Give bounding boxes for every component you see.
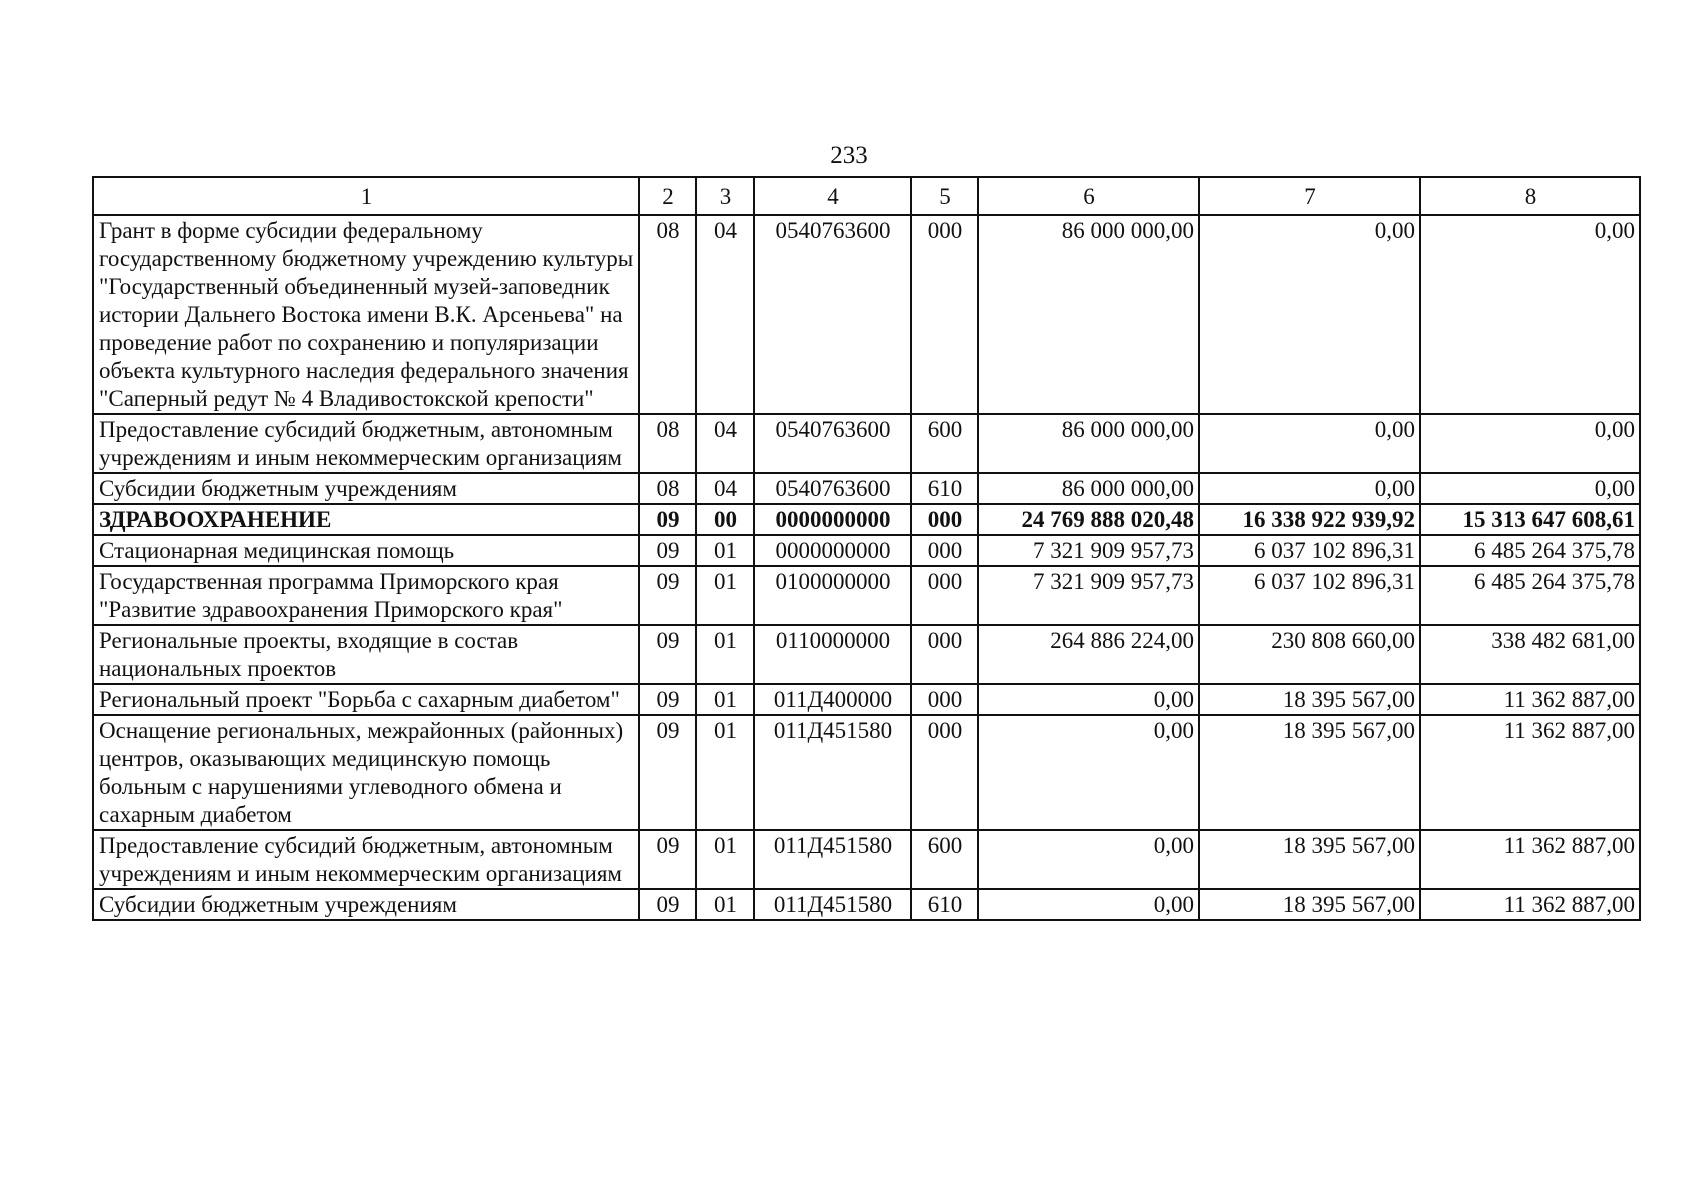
amount-col-6: 0,00 <box>978 889 1199 920</box>
amount-col-7: 6 037 102 896,31 <box>1199 566 1420 625</box>
row-name: Региональный проект "Борьба с сахарным диабетом" <box>93 684 639 715</box>
target-article-code: 0110000000 <box>754 625 911 684</box>
amount-col-8: 11 362 887,00 <box>1420 684 1640 715</box>
page-number: 233 <box>830 142 868 169</box>
target-article-code: 0540763600 <box>754 473 911 504</box>
header-cell-8: 8 <box>1420 177 1640 215</box>
header-cell-4: 4 <box>754 177 911 215</box>
amount-col-6: 7 321 909 957,73 <box>978 566 1199 625</box>
target-article-code: 0540763600 <box>754 215 911 414</box>
amount-col-7: 18 395 567,00 <box>1199 830 1420 889</box>
table-row <box>93 473 1640 504</box>
header-cell-1: 1 <box>93 177 639 215</box>
table-row <box>93 414 1640 473</box>
header-cell-6: 6 <box>978 177 1199 215</box>
amount-col-7: 18 395 567,00 <box>1199 889 1420 920</box>
target-article-code: 011Д451580 <box>754 889 911 920</box>
table-row <box>93 566 1640 625</box>
amount-col-6: 0,00 <box>978 830 1199 889</box>
amount-col-8: 11 362 887,00 <box>1420 830 1640 889</box>
table-row <box>93 830 1640 889</box>
row-name: Субсидии бюджетным учреждениям <box>93 889 639 920</box>
expense-type-code: 600 <box>911 414 978 473</box>
section-code: 09 <box>639 715 696 830</box>
target-article-code: 011Д451580 <box>754 715 911 830</box>
subsection-code: 04 <box>696 215 754 414</box>
target-article-code: 0000000000 <box>754 535 911 566</box>
header-cell-3: 3 <box>696 177 754 215</box>
row-name: Грант в форме субсидии федеральному государственному бюджетному учреждению культуры "Государственный объединенный музей-заповедник истории Дальнего Востока имени В.К. Арсеньева" на проведение работ по сохранению и популяризации объекта культурного наследия федерального значения "Саперный редут № 4 Владивостокской крепости" <box>93 215 639 414</box>
amount-col-8: 0,00 <box>1420 473 1640 504</box>
expense-type-code: 000 <box>911 625 978 684</box>
expense-type-code: 000 <box>911 215 978 414</box>
amount-col-7: 18 395 567,00 <box>1199 684 1420 715</box>
header-cell-5: 5 <box>911 177 978 215</box>
table-row <box>93 215 1640 414</box>
amount-col-7: 230 808 660,00 <box>1199 625 1420 684</box>
amount-col-7: 6 037 102 896,31 <box>1199 535 1420 566</box>
row-name: Предоставление субсидий бюджетным, автономным учреждениям и иным некоммерческим организациям <box>93 830 639 889</box>
subsection-code: 01 <box>696 566 754 625</box>
table-row <box>93 684 1640 715</box>
amount-col-8: 0,00 <box>1420 215 1640 414</box>
amount-col-7: 16 338 922 939,92 <box>1199 504 1420 535</box>
amount-col-6: 86 000 000,00 <box>978 414 1199 473</box>
section-code: 09 <box>639 830 696 889</box>
header-cell-2: 2 <box>639 177 696 215</box>
amount-col-8: 6 485 264 375,78 <box>1420 566 1640 625</box>
section-code: 08 <box>639 473 696 504</box>
row-name: Субсидии бюджетным учреждениям <box>93 473 639 504</box>
row-name: Стационарная медицинская помощь <box>93 535 639 566</box>
section-code: 08 <box>639 215 696 414</box>
amount-col-8: 11 362 887,00 <box>1420 889 1640 920</box>
amount-col-8: 0,00 <box>1420 414 1640 473</box>
subsection-code: 04 <box>696 473 754 504</box>
expense-type-code: 000 <box>911 566 978 625</box>
section-code: 09 <box>639 535 696 566</box>
row-name: Региональные проекты, входящие в состав национальных проектов <box>93 625 639 684</box>
table-row <box>93 535 1640 566</box>
section-code: 08 <box>639 414 696 473</box>
expense-type-code: 610 <box>911 473 978 504</box>
amount-col-6: 7 321 909 957,73 <box>978 535 1199 566</box>
amount-col-6: 264 886 224,00 <box>978 625 1199 684</box>
target-article-code: 0100000000 <box>754 566 911 625</box>
amount-col-7: 0,00 <box>1199 473 1420 504</box>
subsection-code: 01 <box>696 830 754 889</box>
amount-col-7: 0,00 <box>1199 414 1420 473</box>
table-row <box>93 625 1640 684</box>
expense-type-code: 000 <box>911 684 978 715</box>
header-row <box>93 177 1640 215</box>
subsection-code: 04 <box>696 414 754 473</box>
expense-type-code: 000 <box>911 535 978 566</box>
amount-col-6: 24 769 888 020,48 <box>978 504 1199 535</box>
amount-col-6: 0,00 <box>978 684 1199 715</box>
amount-col-6: 86 000 000,00 <box>978 215 1199 414</box>
section-code: 09 <box>639 684 696 715</box>
target-article-code: 011Д451580 <box>754 830 911 889</box>
budget-table <box>92 176 1641 921</box>
amount-col-6: 86 000 000,00 <box>978 473 1199 504</box>
amount-col-8: 11 362 887,00 <box>1420 715 1640 830</box>
header-cell-7: 7 <box>1199 177 1420 215</box>
row-name: ЗДРАВООХРАНЕНИЕ <box>93 504 639 535</box>
table-row <box>93 889 1640 920</box>
expense-type-code: 000 <box>911 504 978 535</box>
subsection-code: 01 <box>696 889 754 920</box>
section-code: 09 <box>639 566 696 625</box>
subsection-code: 01 <box>696 535 754 566</box>
table-row <box>93 715 1640 830</box>
amount-col-6: 0,00 <box>978 715 1199 830</box>
amount-col-8: 15 313 647 608,61 <box>1420 504 1640 535</box>
table-row-section-total <box>93 504 1640 535</box>
amount-col-8: 6 485 264 375,78 <box>1420 535 1640 566</box>
row-name: Государственная программа Приморского края "Развитие здравоохранения Приморского края" <box>93 566 639 625</box>
section-code: 09 <box>639 504 696 535</box>
subsection-code: 01 <box>696 715 754 830</box>
expense-type-code: 600 <box>911 830 978 889</box>
amount-col-7: 0,00 <box>1199 215 1420 414</box>
expense-type-code: 000 <box>911 715 978 830</box>
subsection-code: 00 <box>696 504 754 535</box>
section-code: 09 <box>639 889 696 920</box>
target-article-code: 011Д400000 <box>754 684 911 715</box>
row-name: Предоставление субсидий бюджетным, автономным учреждениям и иным некоммерческим организациям <box>93 414 639 473</box>
subsection-code: 01 <box>696 684 754 715</box>
row-name: Оснащение региональных, межрайонных (районных) центров, оказывающих медицинскую помощь больным с нарушениями углеводного обмена и сахарным диабетом <box>93 715 639 830</box>
amount-col-8: 338 482 681,00 <box>1420 625 1640 684</box>
subsection-code: 01 <box>696 625 754 684</box>
expense-type-code: 610 <box>911 889 978 920</box>
amount-col-7: 18 395 567,00 <box>1199 715 1420 830</box>
target-article-code: 0540763600 <box>754 414 911 473</box>
section-code: 09 <box>639 625 696 684</box>
target-article-code: 0000000000 <box>754 504 911 535</box>
